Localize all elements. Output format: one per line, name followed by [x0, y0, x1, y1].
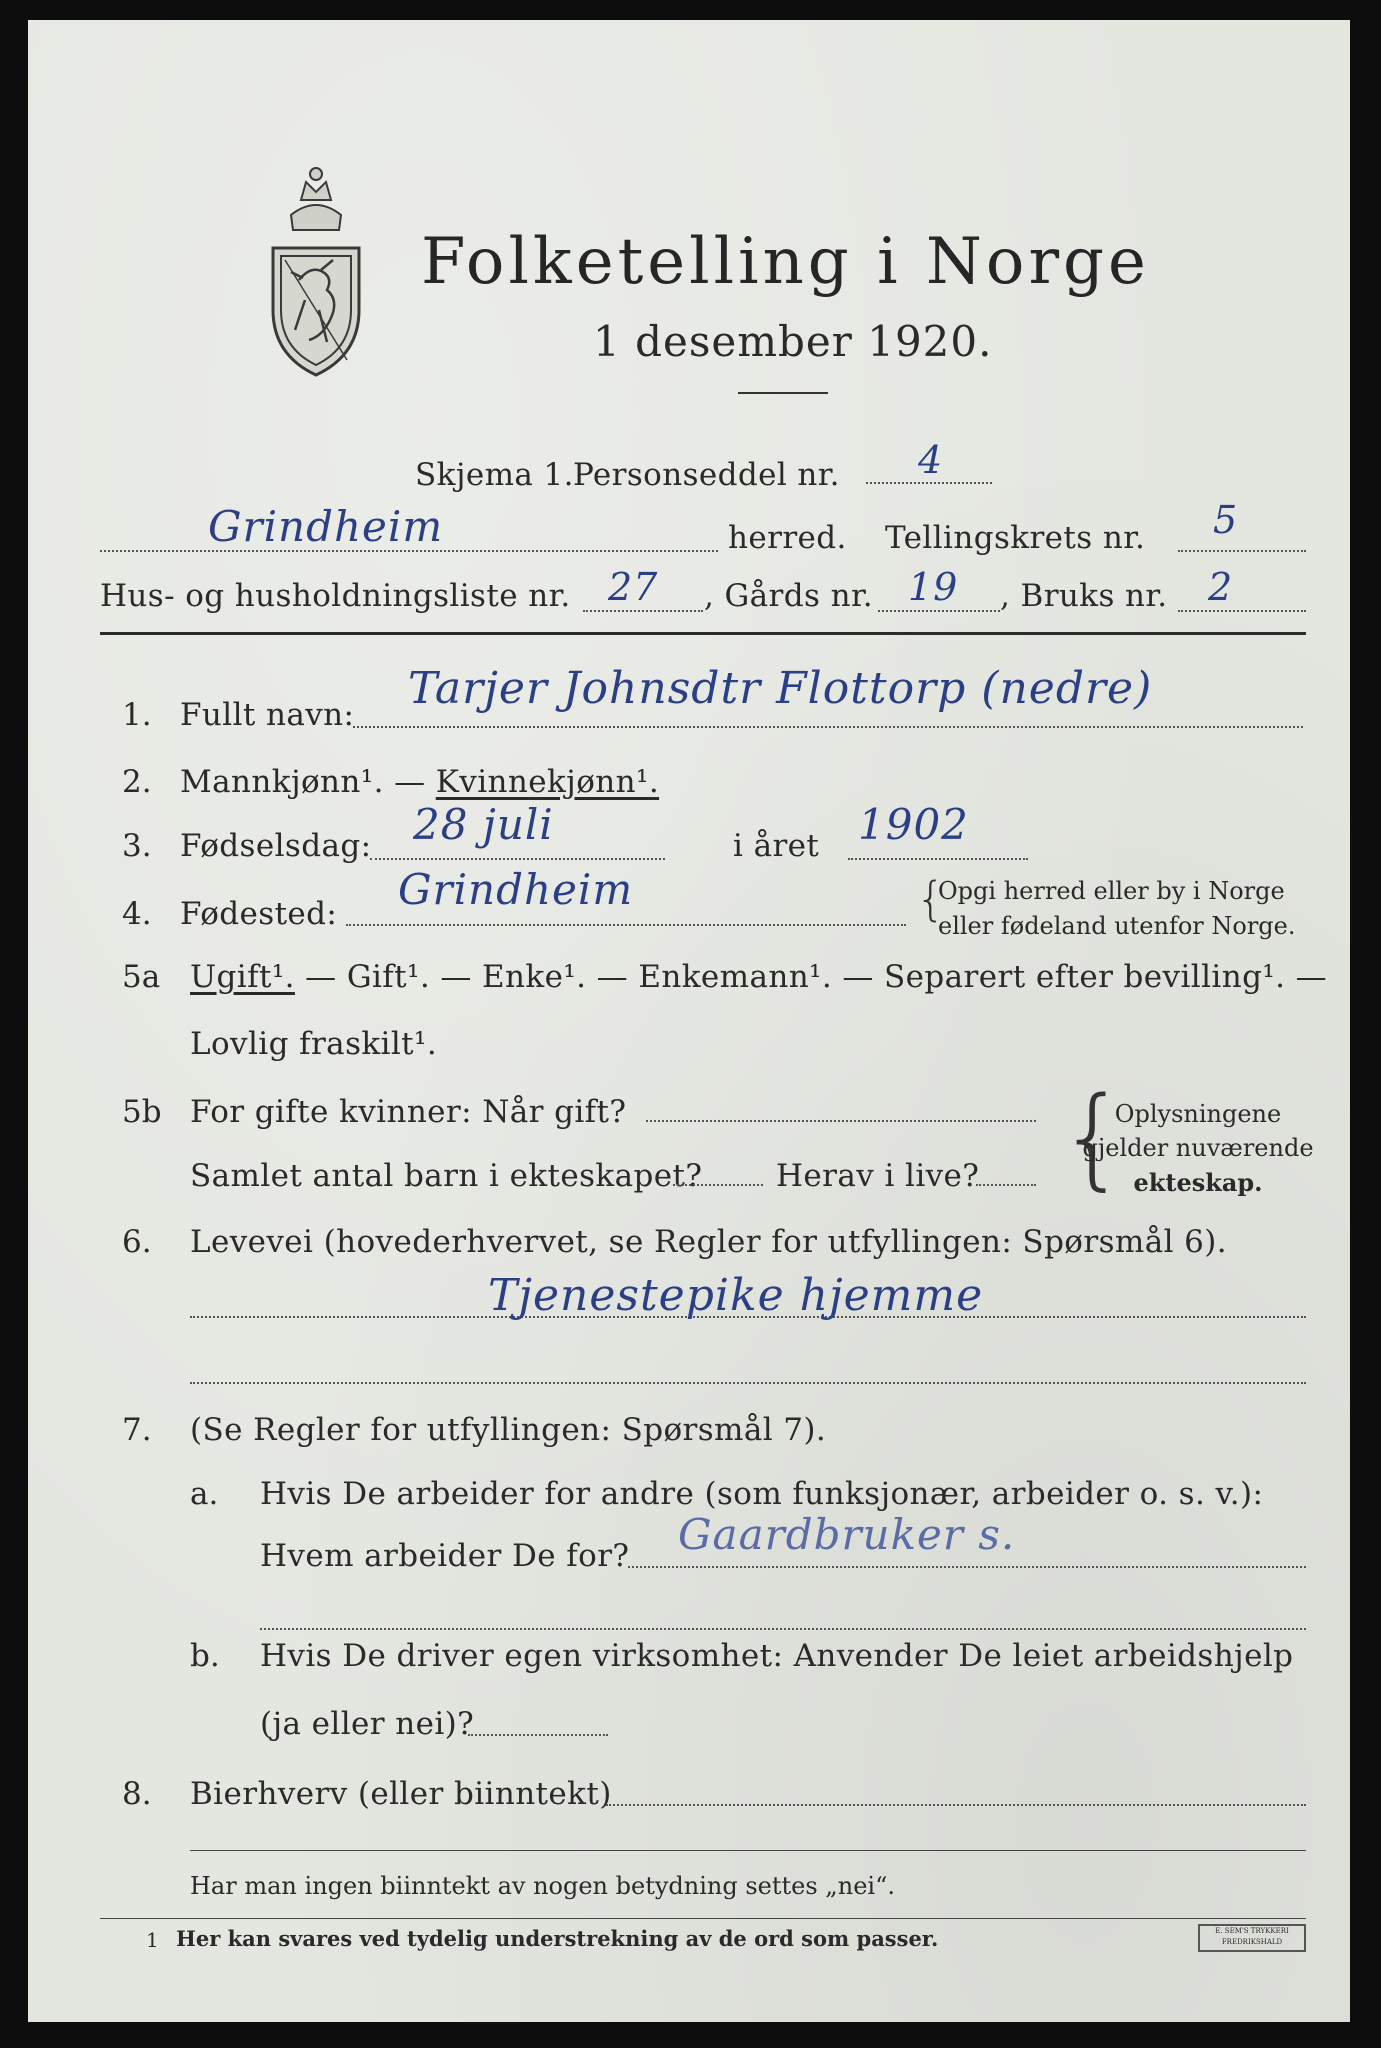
- personseddel-label: Personseddel nr.: [573, 457, 840, 493]
- q2-sex: Mannkjønn¹. — Kvinnekjønn¹.: [180, 764, 660, 800]
- bruks-label: , Bruks nr.: [1000, 578, 1168, 614]
- q1-label: Fullt navn:: [180, 697, 355, 733]
- q7a-employer: Gaardbruker s.: [678, 1510, 1016, 1559]
- q4-label: Fødested:: [180, 896, 338, 932]
- q4-birthplace: Grindheim: [398, 865, 634, 914]
- q6-occupation: Tjenestepike hjemme: [488, 1270, 984, 1321]
- q8-label: Bierhverv (eller biinntekt): [190, 1776, 612, 1812]
- q2-selected: Kvinnekjønn¹.: [435, 764, 660, 800]
- header-rule: [100, 632, 1306, 635]
- hus-value: 27: [608, 565, 659, 609]
- q3-year-label: i året: [733, 828, 820, 864]
- skjema-label: Skjema 1.: [415, 457, 574, 493]
- coat-of-arms-icon: [261, 160, 371, 385]
- q5b-note-2: gjelder nuværende: [1082, 1134, 1314, 1162]
- q3-year: 1902: [858, 800, 969, 849]
- footnote-mark: 1: [146, 1928, 159, 1952]
- q1-full-name: Tarjer Johnsdtr Flottorp (nedre): [408, 663, 1153, 714]
- footnote-text: Her kan svares ved tydelig understrekning av de ord som passer.: [176, 1926, 939, 1951]
- tellingskrets-label: Tellingskrets nr.: [885, 520, 1146, 556]
- q7b-line-1: Hvis De driver egen virksomhet: Anvender De leiet arbeidshjelp: [260, 1638, 1294, 1674]
- printer-stamp: E. SEM'S TRYKKERI FREDRIKSHALD: [1198, 1924, 1306, 1952]
- gards-label: , Gårds nr.: [704, 578, 874, 614]
- census-date: 1 desember 1920.: [593, 317, 993, 366]
- q5b-line-1: For gifte kvinner: Når gift?: [190, 1094, 627, 1130]
- q5b-note-1: Oplysningene: [1114, 1100, 1282, 1128]
- footer-note: Har man ingen biinntekt av nogen betydning settes „nei“.: [190, 1872, 895, 1900]
- q3-label: Fødselsdag:: [180, 828, 372, 864]
- personseddel-value: 4: [918, 438, 944, 482]
- q4-note-2: eller fødeland utenfor Norge.: [938, 912, 1296, 940]
- census-form: Folketelling i Norge 1 desember 1920. Skjema 1. Personseddel nr. 4 Grindheim herred. Tellingskrets nr. 5 Hus- og husholdningsliste nr. 27 , Gårds nr. 19 , Bruks nr. 2 1. Fullt navn: Tarjer Johnsdtr Flottorp (nedre) 2. Mannkjønn¹. — Kvinnekjønn¹. 3. Fødselsdag: 28 juli i året 1902 4. Fødested: Grindheim { Opgi herred eller by i Norge eller fødeland utenfor Norge. 5a Ugift¹. — Gift¹. — Enke¹. — Enkemann¹. — Separert efter bevilling¹. — Lovlig fraskilt¹. 5b For gifte kvinner: Når gift? Samlet antal barn i ekteskapet? Herav i live? { Oplysningene gjelder nuværende ekteskap. 6. Levevei (hovederhvervet, se Regler for utfyllingen: Spørsmål 6). Tjenestepike hjemme 7. (Se Regler for utfyllingen: Spørsmål 7). a. Hvis De arbeider for andre (som funksjonær, arbeider o. s. v.): Hvem arbeider De for? Gaardbruker s. b. Hvis De driver egen virksomhet: Anvender De leiet arbeidshjelp (ja eller nei)? 8. Bierhverv (eller biinntekt) Har man ingen biinntekt av nogen betydning settes „nei“. 1 Her kan svares ved tydelig understrekning av de ord som passer. E. SEM'S TRYKKERI FREDRIKSHALD: [28, 20, 1350, 2022]
- q5a-marital-status: Ugift¹. — Gift¹. — Enke¹. — Enkemann¹. — Separert efter bevilling¹. —: [190, 959, 1328, 995]
- hus-label: Hus- og husholdningsliste nr.: [100, 578, 571, 614]
- footnote-rule: [100, 1918, 1306, 1919]
- q7a-line-1: Hvis De arbeider for andre (som funksjonær, arbeider o. s. v.):: [260, 1476, 1264, 1512]
- gards-value: 19: [908, 565, 959, 609]
- q5a-line-2: Lovlig fraskilt¹.: [190, 1026, 438, 1062]
- herred-value: Grindheim: [208, 502, 444, 551]
- footer-rule: [190, 1850, 1306, 1851]
- form-title: Folketelling i Norge: [421, 225, 1150, 299]
- q7a-line-2: Hvem arbeider De for?: [260, 1538, 630, 1574]
- q5b-alive-label: Herav i live?: [776, 1158, 980, 1194]
- q7-label: (Se Regler for utfyllingen: Spørsmål 7).: [190, 1412, 827, 1448]
- q4-note-1: Opgi herred eller by i Norge: [938, 877, 1285, 905]
- title-divider: [738, 392, 828, 394]
- q5a-selected: Ugift¹.: [190, 959, 295, 995]
- q3-birthday: 28 juli: [413, 800, 554, 849]
- q7b-line-2: (ja eller nei)?: [260, 1706, 475, 1742]
- q5b-children-label: Samlet antal barn i ekteskapet?: [190, 1158, 703, 1194]
- herred-label: herred.: [728, 520, 847, 556]
- q6-label: Levevei (hovederhvervet, se Regler for utfyllingen: Spørsmål 6).: [190, 1224, 1228, 1260]
- tellingskrets-value: 5: [1213, 498, 1239, 542]
- q5b-note-3: ekteskap.: [1133, 1168, 1263, 1197]
- bruks-value: 2: [1208, 565, 1234, 609]
